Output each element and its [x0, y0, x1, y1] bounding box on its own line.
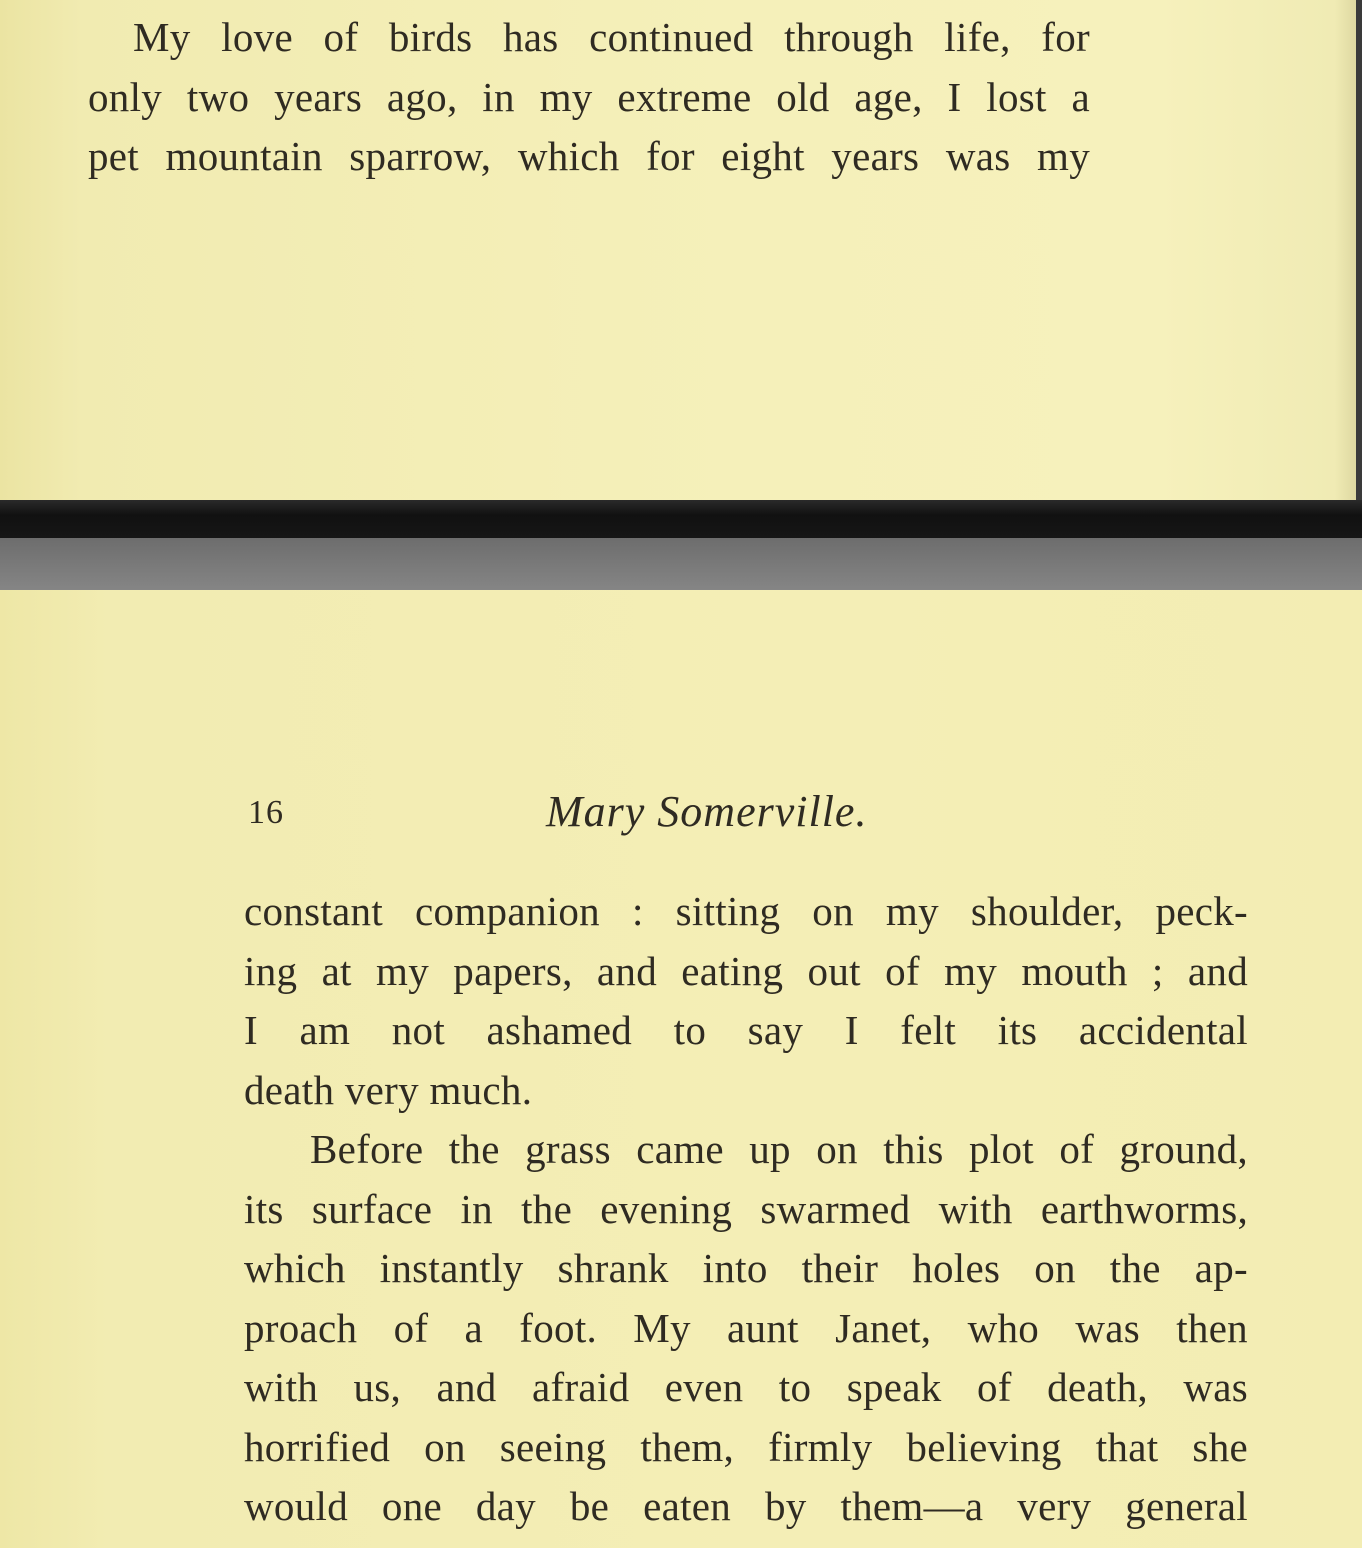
text-line: horrified on seeing them, firmly believing that she [244, 1423, 1248, 1470]
text-line: death very much. [244, 1066, 533, 1113]
text-line: proach of a foot. My aunt Janet, who was then [244, 1304, 1248, 1351]
text-line: would one day be eaten by them—a very general [244, 1483, 1248, 1529]
lower-page-text [244, 882, 1248, 1537]
text-line: ing at my papers, and eating out of my mouth ; and [244, 947, 1248, 994]
upper-page-text [88, 8, 1090, 187]
text-line: I am not ashamed to say I felt its accidental [244, 1007, 1248, 1053]
text-line: Before the grass came up on this plot of ground, [310, 1126, 1248, 1172]
page-gap [0, 538, 1362, 590]
running-header [248, 786, 908, 842]
text-line: constant companion : sitting on my shoulder, peck- [244, 888, 1248, 934]
text-line: which instantly shrank into their holes on the ap- [244, 1245, 1248, 1291]
text-line: pet mountain sparrow, which for eight years was my [88, 133, 1090, 179]
page-number: 16 [248, 794, 284, 831]
lower-book-page [0, 590, 1362, 1548]
text-line: with us, and afraid even to speak of death, was [244, 1364, 1248, 1410]
upper-book-page [0, 0, 1362, 505]
text-line: My love of birds has continued through life, for [133, 14, 1090, 60]
text-line: only two years ago, in my extreme old age, I lost a [88, 73, 1090, 120]
running-title: Mary Somerville. [546, 787, 868, 836]
text-line: its surface in the evening swarmed with earthworms, [244, 1185, 1248, 1232]
page-edge-shadow [0, 500, 1362, 538]
